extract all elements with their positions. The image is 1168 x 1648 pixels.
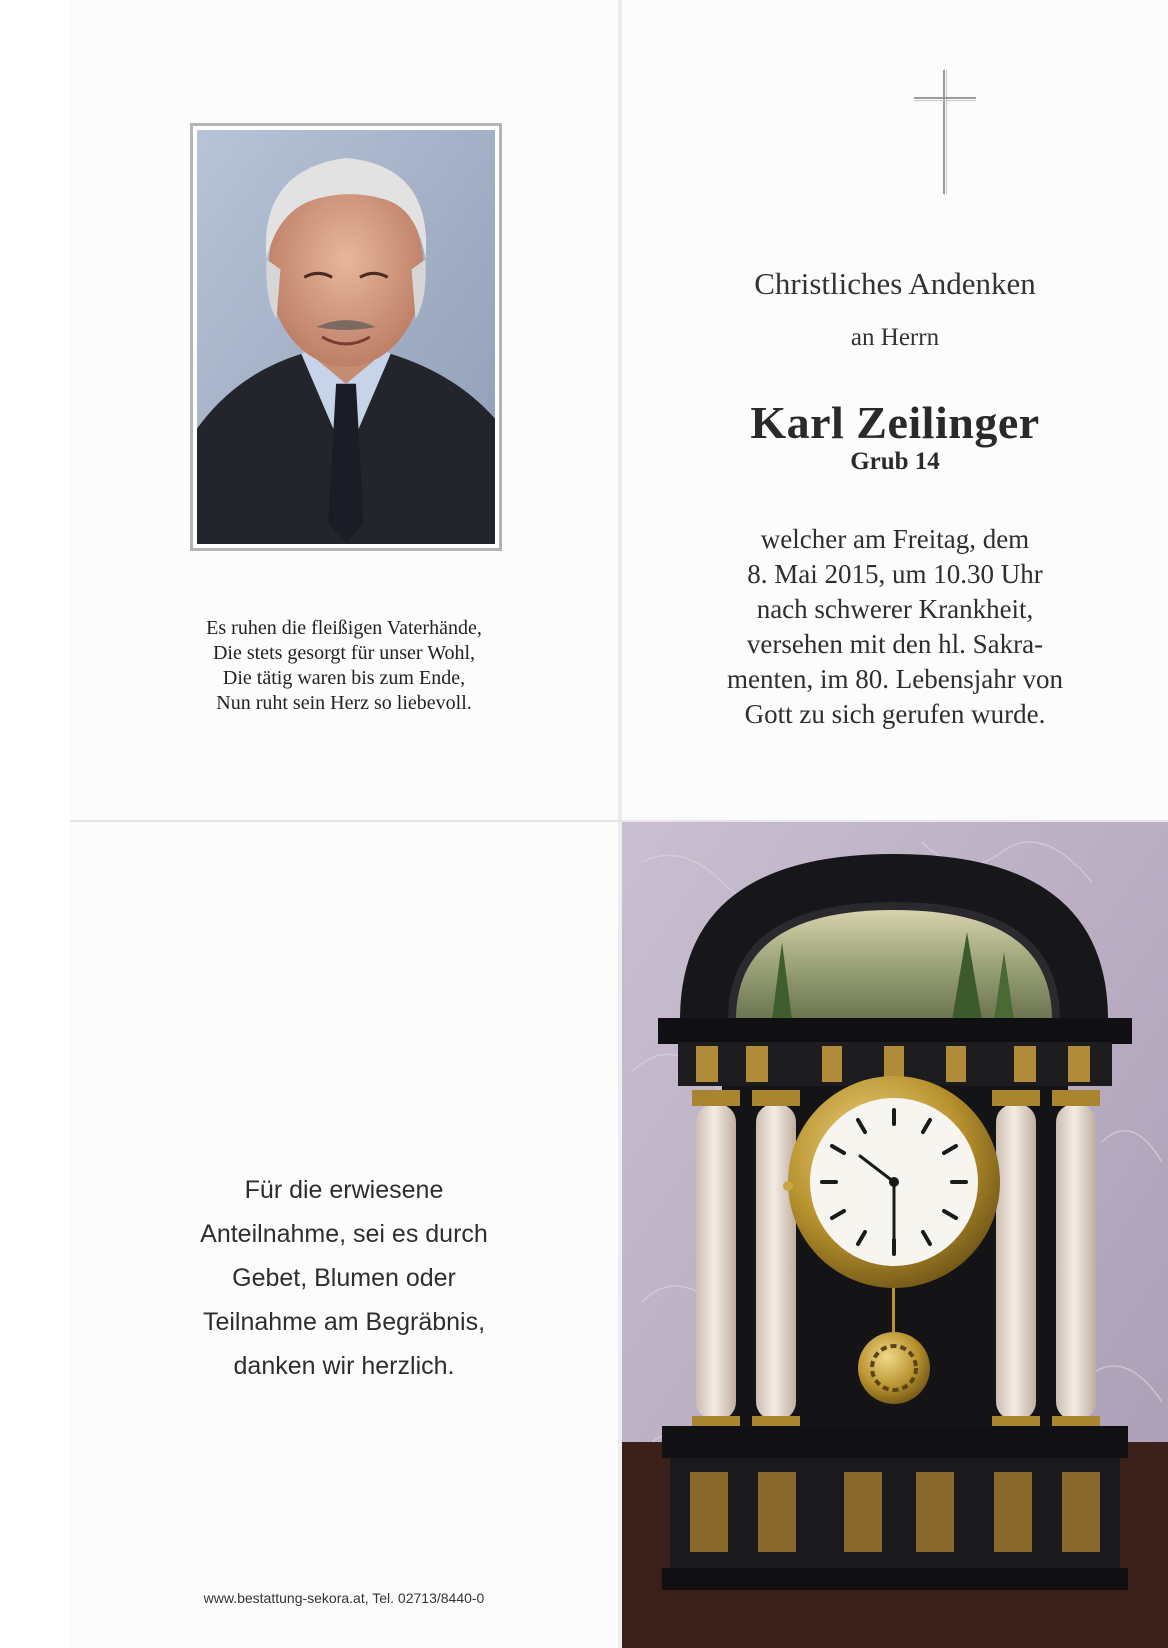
- poem-line: Die stets gesorgt für unser Wohl,: [212, 642, 476, 664]
- fold-line-vertical: [618, 0, 622, 1648]
- poem: [70, 616, 618, 716]
- poem-line: Die tätig waren bis zum Ende,: [222, 667, 466, 689]
- thanks-line: Für die erwiesene: [244, 1176, 444, 1204]
- notice-line: welcher am Freitag, dem: [760, 524, 1030, 554]
- panel-portrait: [70, 0, 618, 820]
- notice-line: versehen mit den hl. Sakra-: [746, 629, 1044, 659]
- deceased-name: Karl Zeilinger: [750, 397, 1040, 448]
- memorial-card: [70, 0, 1168, 1648]
- notice-line: menten, im 80. Lebensjahr von: [727, 664, 1063, 694]
- fold-line-horizontal: [70, 820, 1168, 822]
- thanks-line: Teilnahme am Begräbnis,: [202, 1308, 486, 1336]
- portrait-frame: [190, 123, 502, 551]
- panel-clock: [622, 822, 1168, 1648]
- notice-heading: Christliches Andenken: [754, 266, 1036, 301]
- footer-contact: www.bestattung-sekora.at, Tel. 02713/8440-0: [203, 1590, 485, 1606]
- poem-line: Nun ruht sein Herz so liebevoll.: [216, 692, 472, 714]
- notice-salutation: an Herrn: [850, 324, 940, 351]
- thanks-line: Anteilnahme, sei es durch: [200, 1220, 488, 1248]
- thanks-line: danken wir herzlich.: [233, 1352, 455, 1380]
- cross-icon: [914, 70, 976, 194]
- notice-line: nach schwerer Krankheit,: [756, 594, 1034, 624]
- clock-photo: [622, 822, 1168, 1648]
- thanks-line: Gebet, Blumen oder: [232, 1264, 456, 1292]
- panel-notice: [622, 0, 1168, 820]
- notice-line: 8. Mai 2015, um 10.30 Uhr: [747, 559, 1043, 589]
- portrait-photo: [197, 130, 495, 544]
- thanks-text: [70, 1168, 618, 1388]
- notice-text: [622, 522, 1168, 732]
- notice-line: Gott zu sich gerufen wurde.: [744, 699, 1046, 729]
- deceased-address: Grub 14: [850, 448, 940, 475]
- poem-line: Es ruhen die fleißigen Vaterhände,: [206, 617, 482, 639]
